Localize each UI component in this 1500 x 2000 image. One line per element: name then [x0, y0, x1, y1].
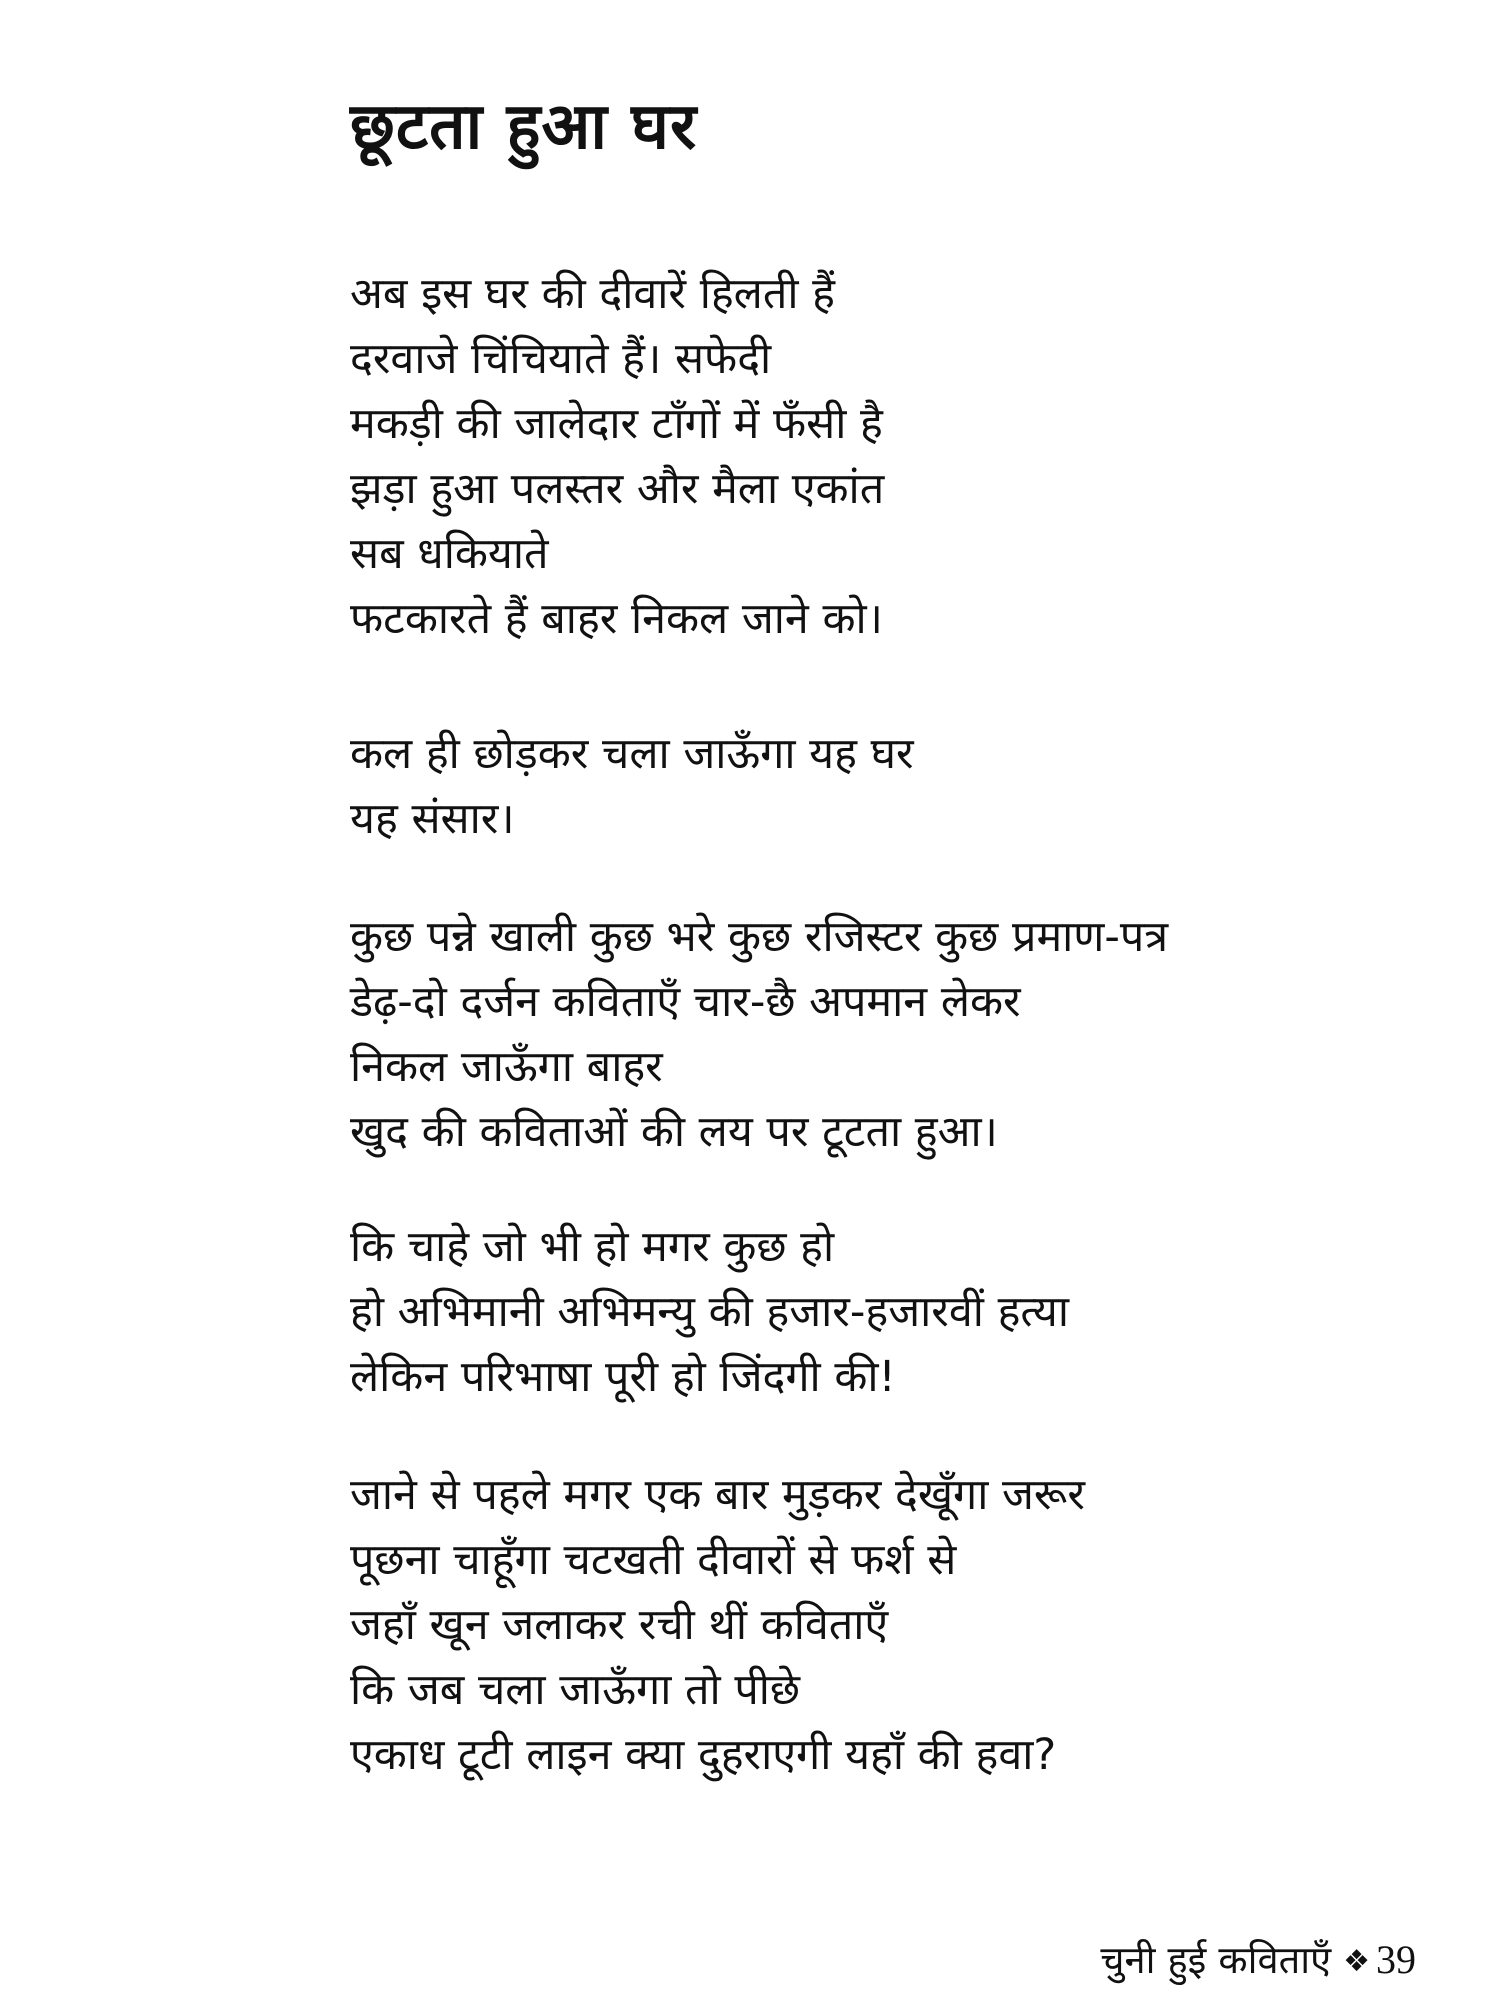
poem-title: छूटता हुआ घर — [350, 90, 698, 164]
poem-line: डेढ़-दो दर्जन कविताएँ चार-छै अपमान लेकर — [350, 977, 1021, 1027]
poem-line: एकाध टूटी लाइन क्या दुहराएगी यहाँ की हवा? — [350, 1730, 1057, 1780]
running-footer-title: चुनी हुई कविताएँ — [1100, 1938, 1332, 1982]
stanza-4 — [350, 1215, 1069, 1410]
poem-line: खुद की कविताओं की लय पर टूटता हुआ। — [350, 1107, 998, 1157]
stanza-1 — [350, 262, 884, 652]
page-footer — [1100, 1938, 1416, 1984]
poem-line: कि जब चला जाऊँगा तो पीछे — [350, 1665, 801, 1715]
poem-line: निकल जाऊँगा बाहर — [350, 1042, 663, 1092]
poem-line: मकड़ी की जालेदार टाँगों में फँसी है — [350, 399, 883, 449]
poem-line: अब इस घर की दीवारें हिलती हैं — [350, 269, 835, 319]
poem-line: फटकारते हैं बाहर निकल जाने को। — [350, 594, 883, 644]
poem-line: कल ही छोड़कर चला जाऊँगा यह घर — [350, 729, 914, 779]
poem-line: झड़ा हुआ पलस्तर और मैला एकांत — [350, 464, 885, 514]
poem-line: दरवाजे चिंचियाते हैं। सफेदी — [350, 334, 772, 384]
stanza-5 — [350, 1463, 1085, 1788]
poem-line: यह संसार। — [350, 794, 515, 844]
poem-line: जहाँ खून जलाकर रची थीं कविताएँ — [350, 1600, 889, 1650]
poem-line: कि चाहे जो भी हो मगर कुछ हो — [350, 1222, 835, 1272]
poem-line: जाने से पहले मगर एक बार मुड़कर देखूँगा जरूर — [350, 1470, 1085, 1520]
poem-line: पूछना चाहूँगा चटखती दीवारों से फर्श से — [350, 1535, 957, 1585]
poem-line: कुछ पन्ने खाली कुछ भरे कुछ रजिस्टर कुछ प्रमाण-पत्र — [350, 912, 1169, 962]
stanza-3 — [350, 905, 1168, 1165]
page-number: 39 — [1376, 1937, 1416, 1982]
stanza-2 — [350, 722, 914, 852]
poem-line: हो अभिमानी अभिमन्यु की हजार-हजारवीं हत्या — [350, 1287, 1069, 1337]
poem-line: सब धकियाते — [350, 529, 549, 579]
poem-line: लेकिन परिभाषा पूरी हो जिंदगी की! — [350, 1352, 896, 1402]
diamond-ornament-icon: ❖ — [1343, 1944, 1370, 1979]
